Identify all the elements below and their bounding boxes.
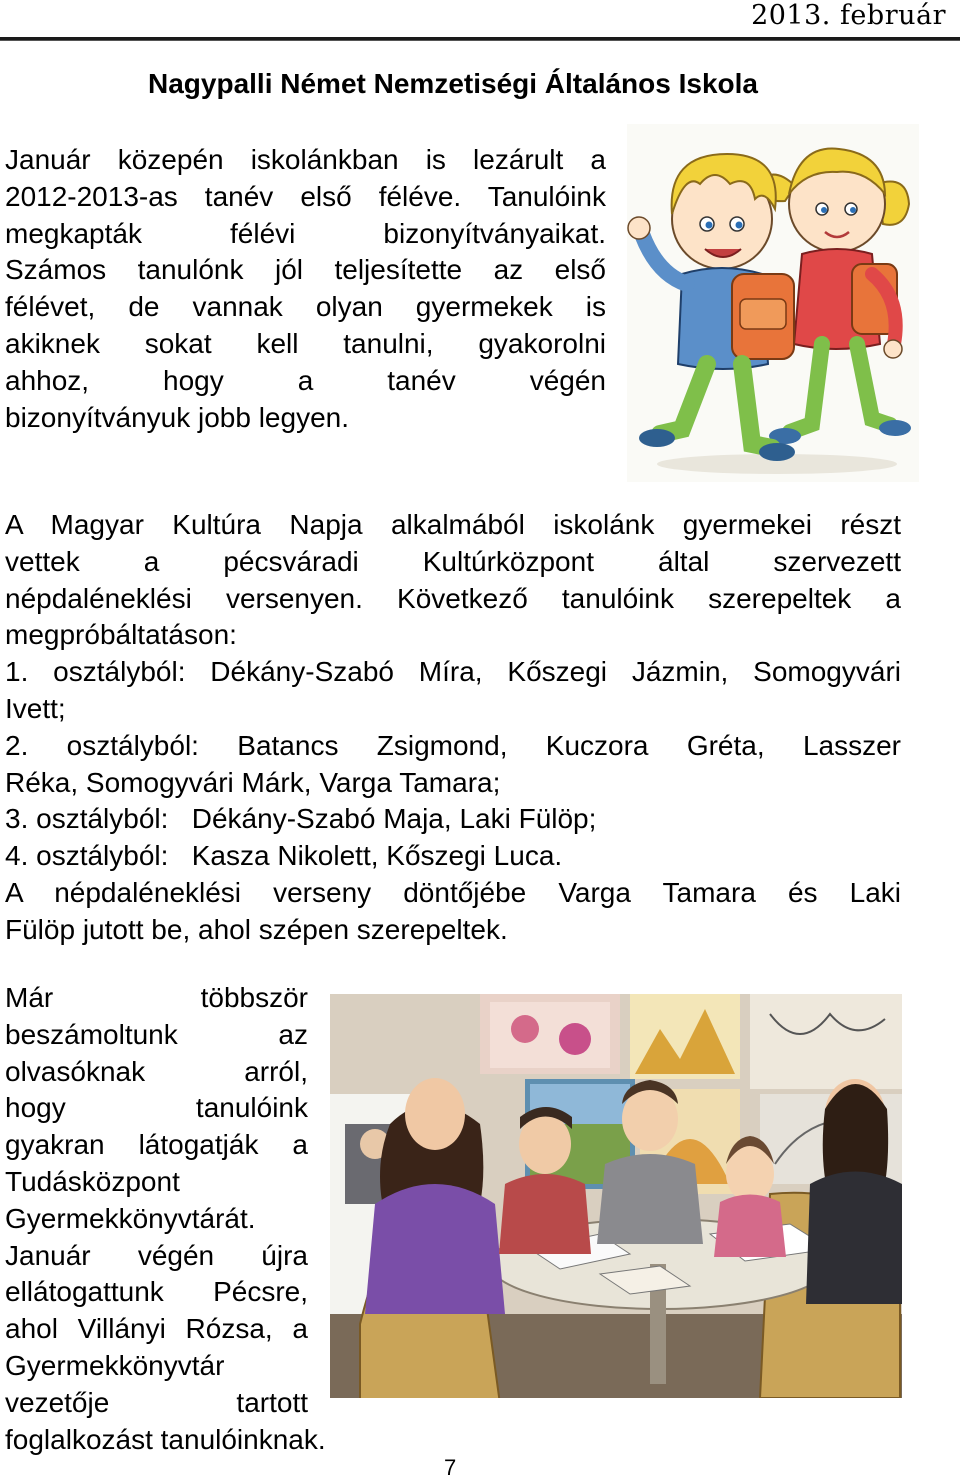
page-number: 7 [444,1455,457,1480]
text-line: Ivett; [5,692,66,724]
text-line: Fülöp jutott be, ahol szépen szerepeltek. [5,913,508,945]
two-children-with-backpacks-illustration [627,124,919,482]
text-line: Január közepén iskolánkban is lezárult a [5,144,606,175]
paragraph-folk-song-contest [5,507,901,949]
paragraph-semester [5,142,606,436]
school-title: Nagypalli Német Nemzetiségi Általános Iskola [148,68,758,99]
text-line: 2012-2013-as tanév első féléve. Tanulóink [5,180,606,212]
text-line: Gyermekkönyvtárát. [5,1202,256,1234]
text-line: megkapták félévi bizonyítványaikat. [5,217,606,249]
text-line: vezetője tartott [5,1386,308,1418]
text-line: Január végén újra [5,1239,308,1271]
text-line: gyakran látogatják a [5,1129,308,1161]
text-line: ellátogattunk Pécsre, [5,1276,308,1308]
text-line: népdaléneklési versenyen. Következő tanulóink szerepeltek a [5,582,901,614]
text-line: Réka, Somogyvári Márk, Varga Tamara; [5,766,501,798]
text-line: olvasóknak arról, [5,1055,308,1087]
text-line: foglalkozást tanulóinknak. [5,1423,326,1455]
text-line: Számos tanulónk jól teljesítette az első [5,254,606,286]
text-line: ahol Villányi Rózsa, a [5,1313,308,1345]
text-line: vettek a pécsváradi Kultúrközpont által szervezett [5,545,901,577]
text-line: félévet, de vannak olyan gyermekek is [5,291,606,323]
text-line: 4. osztályból: Kasza Nikolett, Kőszegi Luca. [5,840,563,872]
text-line: beszámoltunk az [5,1018,308,1050]
paragraph-library-visit [5,980,326,1458]
text-line: Gyermekkönyvtár [5,1349,225,1381]
text-line: ahhoz, hogy a tanév végén [5,364,606,396]
text-line: bizonyítványuk jobb legyen. [5,401,349,433]
header-rule [0,37,960,41]
header-date: 2013. február [751,0,946,31]
text-line: 3. osztályból: Dékány-Szabó Maja, Laki Fülöp; [5,803,597,835]
text-line: akiknek sokat kell tanulni, gyakorolni [5,327,606,359]
text-line: A népdaléneklési verseny döntőjébe Varga Tamara és Laki [5,876,901,908]
text-line: 2. osztályból: Batancs Zsigmond, Kuczora Gréta, Lasszer [5,729,901,761]
text-line: A Magyar Kultúra Napja alkalmából iskolánk gyermekei részt [5,509,901,540]
text-line: hogy tanulóink [5,1092,308,1124]
text-line: 1. osztályból: Dékány-Szabó Míra, Kőszegi Jázmin, Somogyvári [5,656,901,688]
children-reading-in-library-photo [330,994,902,1398]
text-line: Tudásközpont [5,1165,180,1197]
text-line: megpróbáltatáson: [5,619,237,651]
text-line: Már többször [5,982,308,1013]
